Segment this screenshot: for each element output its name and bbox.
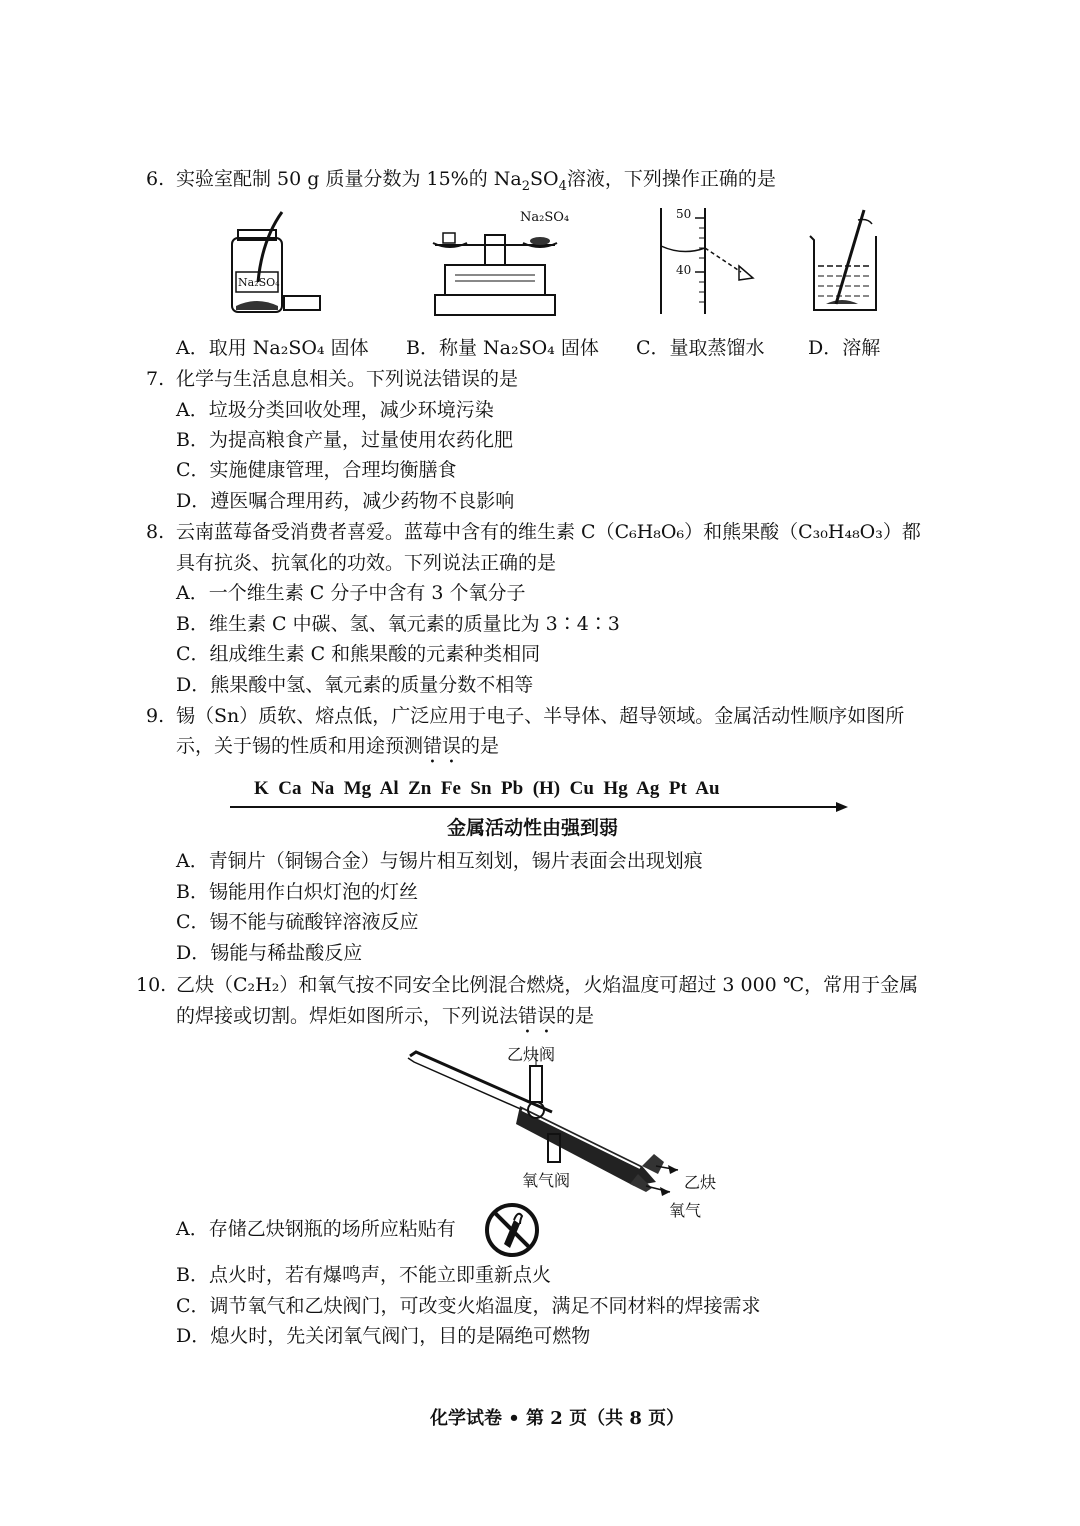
q7-option-c: C．实施健康管理，合理均衡膳食 [176,459,457,481]
q9-stem-line1: 锡（Sn）质软、熔点低，广泛应用于电子、半导体、超导领域。金属活动性顺序如图所 [176,705,905,727]
q6-option-a: A．取用 Na₂SO₄ 固体 [176,337,369,359]
q7-number: 7. [146,368,165,390]
q10-stem-line2 [176,1003,594,1038]
cylinder-mark-40: 40 [676,263,692,277]
q9-option-a: A．青铜片（铜锡合金）与锡片相互刻划，锡片表面会出现划痕 [176,850,703,872]
q10-stem-line1: 乙炔（C₂H₂）和氧气按不同安全比例混合燃烧，火焰温度可超过 3 000 ℃，常用于金属 [176,974,919,996]
label-acetylene-valve: 乙炔阀 [507,1045,556,1064]
beaker-figure [806,206,886,316]
q6-option-b: B．称量 Na₂SO₄ 固体 [406,337,599,359]
q10-option-b: B．点火时，若有爆鸣声，不能立即重新点火 [176,1264,551,1286]
q6-option-d: D．溶解 [808,337,881,359]
q6-stem-sub2: 4 [558,178,567,194]
q9-stem-emphasis: 错误 [423,735,462,757]
cylinder-figure [655,208,765,318]
q10-option-c: C．调节氧气和乙炔阀门，可改变火焰温度，满足不同材料的焊接需求 [176,1295,761,1317]
q6-stem-c: 溶液，下列操作正确的是 [566,168,776,190]
q10-stem-line2-c: 的是 [556,1005,595,1027]
q9-option-b: B．锡能用作白炽灯泡的灯丝 [176,881,418,903]
label-acetylene: 乙炔 [684,1173,717,1192]
q9-stem-line2 [176,733,499,768]
q6-option-c: C．量取蒸馏水 [636,337,765,359]
q9-stem-line2-c: 的是 [461,735,500,757]
q8-number: 8. [146,521,165,543]
q8-option-d: D．熊果酸中氢、氧元素的质量分数不相等 [176,674,534,696]
q6-stem [176,166,776,200]
q8-stem-line2: 具有抗炎、抗氧化的功效。下列说法正确的是 [176,552,557,574]
q9-option-d: D．锡能与稀盐酸反应 [176,942,363,964]
activity-arrow [230,800,850,814]
q7-option-a: A．垃圾分类回收处理，减少环境污染 [176,399,494,421]
balance-na2so4-label: Na₂SO₄ [520,210,570,225]
q6-stem-sub1: 2 [521,178,531,194]
activity-series: K Ca Na Mg Al Zn Fe Sn Pb (H) Cu Hg Ag Pt Au [254,778,720,799]
jar-label: Na₂SO₄ [238,276,280,289]
q10-stem-emphasis: 错误 [518,1005,557,1027]
label-oxygen: 氧气 [669,1201,702,1220]
q10-option-a: A．存储乙炔钢瓶的场所应粘贴有 [176,1218,456,1240]
q6-number: 6. [146,168,165,190]
cylinder-mark-50: 50 [676,207,692,221]
q10-option-d: D．熄火时，先关闭氧气阀门，目的是隔绝可燃物 [176,1325,591,1347]
q6-stem-b: SO [530,168,559,190]
q10-stem-line2-a: 的焊接或切割。焊炬如图所示，下列说法 [176,1005,519,1027]
balance-figure [425,215,565,320]
activity-caption: 金属活动性由强到弱 [447,817,619,839]
q7-option-b: B．为提高粮食产量，过量使用农药化肥 [176,429,513,451]
q10-number: 10. [136,974,167,996]
page-footer: 化学试卷 • 第 2 页（共 8 页） [430,1408,685,1429]
q8-option-b: B．维生素 C 中碳、氢、氧元素的质量比为 3∶4∶3 [176,613,620,635]
q9-number: 9. [146,705,165,727]
q8-option-a: A．一个维生素 C 分子中含有 3 个氧分子 [176,582,526,604]
q8-option-c: C．组成维生素 C 和熊果酸的元素种类相同 [176,643,541,665]
q6-stem-a: 实验室配制 50 g 质量分数为 15%的 Na [176,168,522,190]
no-fire-sign-icon [484,1202,540,1258]
q9-option-c: C．锡不能与硫酸锌溶液反应 [176,911,419,933]
q7-stem: 化学与生活息息相关。下列说法错误的是 [176,368,519,390]
q8-stem-line1: 云南蓝莓备受消费者喜爱。蓝莓中含有的维生素 C（C₆H₈O₆）和熊果酸（C₃₀H₄₈O₃）都 [176,521,921,543]
jar-figure [222,210,332,320]
q9-stem-line2-a: 示，关于锡的性质和用途预测 [176,735,424,757]
label-oxygen-valve: 氧气阀 [522,1171,571,1190]
q7-option-d: D．遵医嘱合理用药，减少药物不良影响 [176,490,515,512]
